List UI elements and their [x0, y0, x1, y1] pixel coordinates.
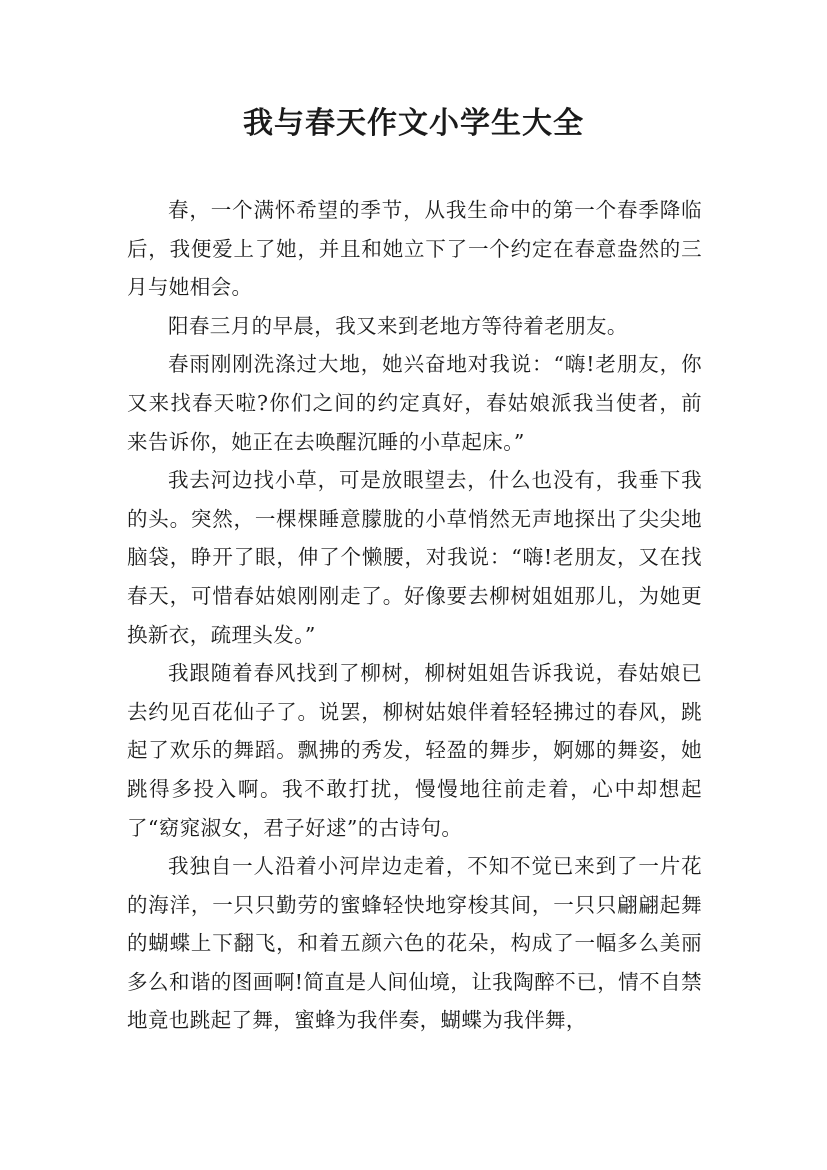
document-title: 我与春天作文小学生大全 — [243, 106, 584, 141]
paragraph: 阳春三月的早晨，我又来到老地方等待着老朋友。 — [168, 313, 628, 338]
paragraph: 春雨刚刚洗涤过大地，她兴奋地对我说：“嗨!老朋友，你又来找春天啦?你们之间的约定真好，春姑娘派我当使者，前来告诉你，她正在去唤醒沉睡的小草起床。” — [127, 352, 702, 454]
paragraph: 我独自一人沿着小河岸边走着，不知不觉已来到了一片花的海洋，一只只勤劳的蜜蜂轻快地穿梭其间，一只只翩翩起舞的蝴蝶上下翻飞，和着五颜六色的花朵，构成了一幅多么美丽多么和谐的图画啊!简直是人间仙境，让我陶醉不已，情不自禁地竟也跳起了舞，蜜蜂为我伴奏，蝴蝶为我伴舞， — [127, 854, 702, 1033]
paragraph: 我去河边找小草，可是放眼望去，什么也没有，我垂下我的头。突然，一棵棵睡意朦胧的小草悄然无声地探出了尖尖地脑袋，睁开了眼，伸了个懒腰，对我说：“嗨!老朋友，又在找春天，可惜春姑娘刚刚走了。好像要去柳树姐姐那儿，为她更换新衣，疏理头发。” — [127, 468, 702, 647]
paragraph: 我跟随着春风找到了柳树，柳树姐姐告诉我说，春姑娘已去约见百花仙子了。说罢，柳树姑娘伴着轻轻拂过的春风，跳起了欢乐的舞蹈。飘拂的秀发，轻盈的舞步，婀娜的舞姿，她跳得多投入啊。我不敢打扰，慢慢地往前走着，心中却想起了“窈窕淑女，君子好逑”的古诗句。 — [127, 661, 702, 840]
paragraph: 春，一个满怀希望的季节，从我生命中的第一个春季降临后，我便爱上了她，并且和她立下了一个约定在春意盎然的三月与她相会。 — [127, 198, 702, 300]
document-body — [127, 191, 702, 1040]
